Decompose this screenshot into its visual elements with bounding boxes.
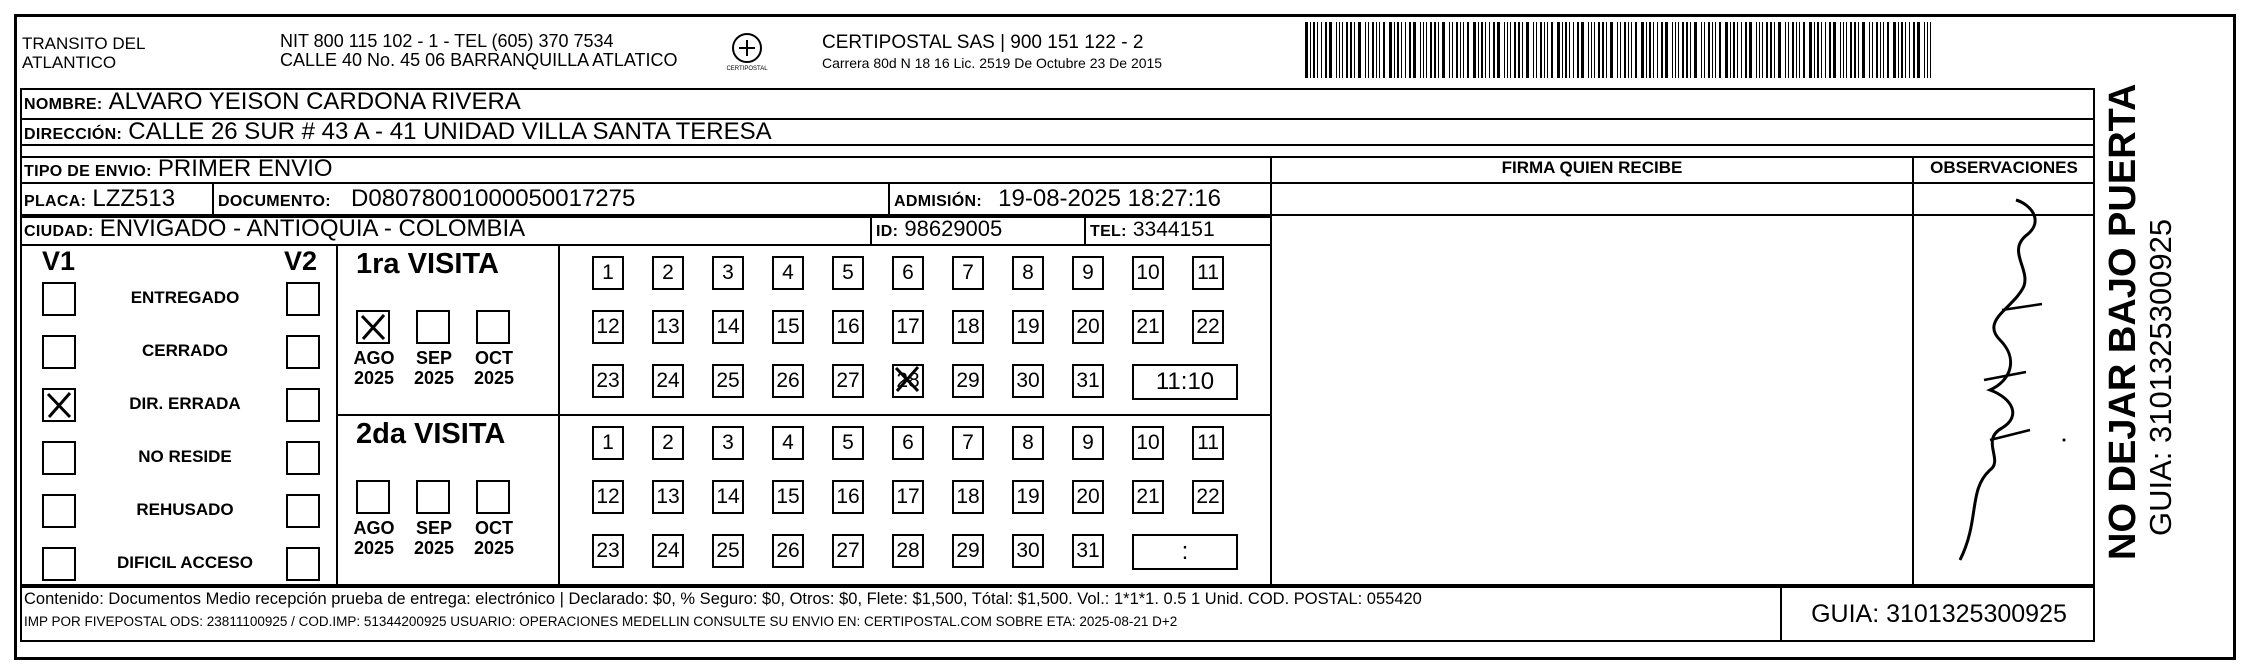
- day-cell[interactable]: 19: [1012, 480, 1044, 514]
- side-text: [2102, 20, 2222, 560]
- barcode: [1305, 22, 1935, 78]
- month-year: 2025: [413, 538, 455, 558]
- month-checkbox[interactable]: [356, 310, 390, 344]
- day-cell[interactable]: 9: [1072, 256, 1104, 290]
- month-year: 2025: [473, 538, 515, 558]
- month-label: [348, 348, 400, 388]
- month-label: [408, 518, 460, 558]
- v2-checkbox[interactable]: [286, 494, 320, 528]
- status-label: REHUSADO: [136, 500, 234, 519]
- tel-value: 3344151: [1132, 218, 1215, 241]
- day-cell[interactable]: 5: [832, 256, 864, 290]
- tel-field: TEL: 3344151: [1090, 218, 1215, 241]
- day-cell[interactable]: 3: [712, 256, 744, 290]
- nit-info: NIT 800 115 102 - 1 - TEL (605) 370 7534 CALLE 40 No. 45 06 BARRANQUILLA ATLATICO: [280, 31, 678, 70]
- day-cell[interactable]: 17: [892, 310, 924, 344]
- day-cell[interactable]: 21: [1132, 310, 1164, 344]
- v2-checkbox[interactable]: [286, 441, 320, 475]
- month-year: 2025: [353, 368, 395, 388]
- day-cell[interactable]: 29: [952, 534, 984, 568]
- v1-checkbox[interactable]: [42, 494, 76, 528]
- time-box[interactable]: 11:10: [1132, 364, 1238, 400]
- day-cell[interactable]: 28: [892, 534, 924, 568]
- day-cell[interactable]: 9: [1072, 426, 1104, 460]
- day-cell[interactable]: 8: [1012, 426, 1044, 460]
- documento-field: DOCUMENTO: D08078001000050017275: [218, 185, 636, 212]
- day-cell[interactable]: 21: [1132, 480, 1164, 514]
- day-cross-mark: [892, 364, 924, 398]
- direccion-row: DIRECCIÓN: CALLE 26 SUR # 43 A - 41 UNIDAD VILLA SANTA TERESA: [24, 118, 772, 145]
- time-box[interactable]: :: [1132, 534, 1238, 570]
- day-cell[interactable]: 10: [1132, 426, 1164, 460]
- v1-checkbox[interactable]: [42, 441, 76, 475]
- day-cell[interactable]: 31: [1072, 534, 1104, 568]
- side-guia: GUIA: 3101325300925: [2143, 218, 2178, 536]
- month-year: 2025: [473, 368, 515, 388]
- day-cell[interactable]: 25: [712, 534, 744, 568]
- day-cell[interactable]: 14: [712, 310, 744, 344]
- day-cell[interactable]: 10: [1132, 256, 1164, 290]
- month-name: SEP: [415, 348, 453, 368]
- month-checkbox[interactable]: [476, 310, 510, 344]
- v2-label: V2: [284, 246, 318, 276]
- day-cell[interactable]: 26: [772, 364, 804, 398]
- v2-checkbox[interactable]: [286, 335, 320, 369]
- status-label: DIFICIL ACCESO: [116, 553, 253, 572]
- day-cell[interactable]: 23: [592, 534, 624, 568]
- day-cell[interactable]: 26: [772, 534, 804, 568]
- status-label: ENTREGADO: [130, 288, 240, 307]
- month-name: AGO: [353, 518, 395, 538]
- day-cell[interactable]: 29: [952, 364, 984, 398]
- direccion-value: CALLE 26 SUR # 43 A - 41 UNIDAD VILLA SANTA TERESA: [128, 118, 772, 145]
- day-cell[interactable]: 30: [1012, 364, 1044, 398]
- day-cell[interactable]: 28: [892, 364, 924, 398]
- v1-checkbox[interactable]: [42, 388, 76, 422]
- v1-checkbox[interactable]: [42, 547, 76, 581]
- certipostal-logo: CERTIPOSTAL: [722, 30, 772, 78]
- day-cell[interactable]: 19: [1012, 310, 1044, 344]
- day-cell[interactable]: 14: [712, 480, 744, 514]
- ciudad-field: CIUDAD: ENVIGADO - ANTIOQUIA - COLOMBIA: [24, 215, 526, 242]
- v1-checkbox[interactable]: [42, 282, 76, 316]
- day-cell[interactable]: 2: [652, 426, 684, 460]
- documento-value: D08078001000050017275: [351, 185, 636, 212]
- day-cell[interactable]: 1: [592, 426, 624, 460]
- month-label: [408, 348, 460, 388]
- day-cell[interactable]: 13: [652, 480, 684, 514]
- day-cell[interactable]: 13: [652, 310, 684, 344]
- month-label: [468, 518, 520, 558]
- day-cell[interactable]: 27: [832, 364, 864, 398]
- day-cell[interactable]: 23: [592, 364, 624, 398]
- placa-value: LZZ513: [92, 185, 176, 212]
- id-field: ID: 98629005: [876, 216, 1003, 241]
- v2-checkbox[interactable]: [286, 388, 320, 422]
- day-cell[interactable]: 15: [772, 310, 804, 344]
- month-name: OCT: [475, 518, 513, 538]
- v1-checkbox[interactable]: [42, 335, 76, 369]
- admision-field: ADMISIÓN: 19-08-2025 18:27:16: [894, 185, 1222, 212]
- day-cell[interactable]: 15: [772, 480, 804, 514]
- day-cell[interactable]: 16: [832, 480, 864, 514]
- day-cell[interactable]: 31: [1072, 364, 1104, 398]
- day-cell[interactable]: 20: [1072, 310, 1104, 344]
- day-cell[interactable]: 12: [592, 480, 624, 514]
- firma-header: FIRMA QUIEN RECIBE: [1501, 158, 1683, 177]
- observaciones-header: OBSERVACIONES: [1930, 158, 2078, 177]
- day-cell[interactable]: 8: [1012, 256, 1044, 290]
- day-cell[interactable]: 24: [652, 534, 684, 568]
- day-cell[interactable]: 3: [712, 426, 744, 460]
- day-cell[interactable]: 12: [592, 310, 624, 344]
- placa-field: PLACA: LZZ513: [24, 185, 176, 212]
- day-cell[interactable]: 7: [952, 256, 984, 290]
- side-warning: NO DEJAR BAJO PUERTA: [2102, 83, 2144, 560]
- day-cell[interactable]: 11: [1192, 426, 1224, 460]
- month-label: [348, 518, 400, 558]
- day-cell[interactable]: 22: [1192, 310, 1224, 344]
- day-cell[interactable]: 18: [952, 310, 984, 344]
- footer-line-2: IMP POR FIVEPOSTAL ODS: 23811100925 / COD.IMP: 51344200925 USUARIO: OPERACIONES MEDELLIN CONSULTE SU ENVIO EN: CERTIPOSTAL.COM SOBRE ETA: 2025-08-21 D+2: [24, 614, 1178, 629]
- status-label: CERRADO: [142, 341, 228, 360]
- nombre-value: ALVARO YEISON CARDONA RIVERA: [108, 88, 521, 115]
- day-cell[interactable]: 24: [652, 364, 684, 398]
- visit-title: 2da VISITA: [356, 418, 506, 450]
- day-cell[interactable]: 7: [952, 426, 984, 460]
- day-cell[interactable]: 30: [1012, 534, 1044, 568]
- month-name: AGO: [353, 348, 395, 368]
- nombre-row: NOMBRE: ALVARO YEISON CARDONA RIVERA: [24, 88, 521, 115]
- day-cell[interactable]: 27: [832, 534, 864, 568]
- day-cell[interactable]: 4: [772, 426, 804, 460]
- ciudad-value: ENVIGADO - ANTIOQUIA - COLOMBIA: [99, 215, 526, 242]
- v2-checkbox[interactable]: [286, 547, 320, 581]
- day-cell[interactable]: 22: [1192, 480, 1224, 514]
- month-label: [468, 348, 520, 388]
- v2-checkbox[interactable]: [286, 282, 320, 316]
- observaciones-annotation: [1920, 190, 2090, 570]
- v1-label: V1: [42, 246, 76, 276]
- footer-line-1: Contenido: Documentos Medio recepción prueba de entrega: electrónico | Declarado: $0, % Seguro: $0, Otros: $0, Flete: $1,500, Tótal: $1,500. Vol.: 1*1*1. 0.5 1 Unid. COD. POSTAL: 055420: [24, 590, 1422, 608]
- month-name: OCT: [475, 348, 513, 368]
- org-name: TRANSITO DEL ATLANTICO: [22, 34, 146, 72]
- day-cell[interactable]: 4: [772, 256, 804, 290]
- day-cell[interactable]: 18: [952, 480, 984, 514]
- month-checkbox[interactable]: [416, 480, 450, 514]
- day-cell[interactable]: 1: [592, 256, 624, 290]
- day-cell[interactable]: 6: [892, 426, 924, 460]
- tipo-row: TIPO DE ENVIO: PRIMER ENVIO: [24, 155, 333, 182]
- month-checkbox[interactable]: [356, 480, 390, 514]
- admision-value: 19-08-2025 18:27:16: [998, 185, 1222, 212]
- status-label: DIR. ERRADA: [129, 394, 241, 413]
- day-cell[interactable]: 16: [832, 310, 864, 344]
- status-label: NO RESIDE: [138, 447, 232, 466]
- month-year: 2025: [413, 368, 455, 388]
- month-checkbox[interactable]: [416, 310, 450, 344]
- tipo-value: PRIMER ENVIO: [157, 155, 333, 182]
- id-value: 98629005: [904, 216, 1003, 241]
- visit-title: 1ra VISITA: [356, 248, 499, 280]
- month-checkbox[interactable]: [476, 480, 510, 514]
- day-cell[interactable]: 2: [652, 256, 684, 290]
- day-cell[interactable]: 20: [1072, 480, 1104, 514]
- courier-info: CERTIPOSTAL SAS | 900 151 122 - 2 Carrera 80d N 18 16 Lic. 2519 De Octubre 23 De 2015: [822, 32, 1163, 71]
- day-cell[interactable]: 6: [892, 256, 924, 290]
- day-cell[interactable]: 5: [832, 426, 864, 460]
- month-year: 2025: [353, 538, 395, 558]
- footer-guia: GUIA: 3101325300925: [1811, 600, 2067, 628]
- day-cell[interactable]: 17: [892, 480, 924, 514]
- day-cell[interactable]: 11: [1192, 256, 1224, 290]
- month-name: SEP: [415, 518, 453, 538]
- day-cell[interactable]: 25: [712, 364, 744, 398]
